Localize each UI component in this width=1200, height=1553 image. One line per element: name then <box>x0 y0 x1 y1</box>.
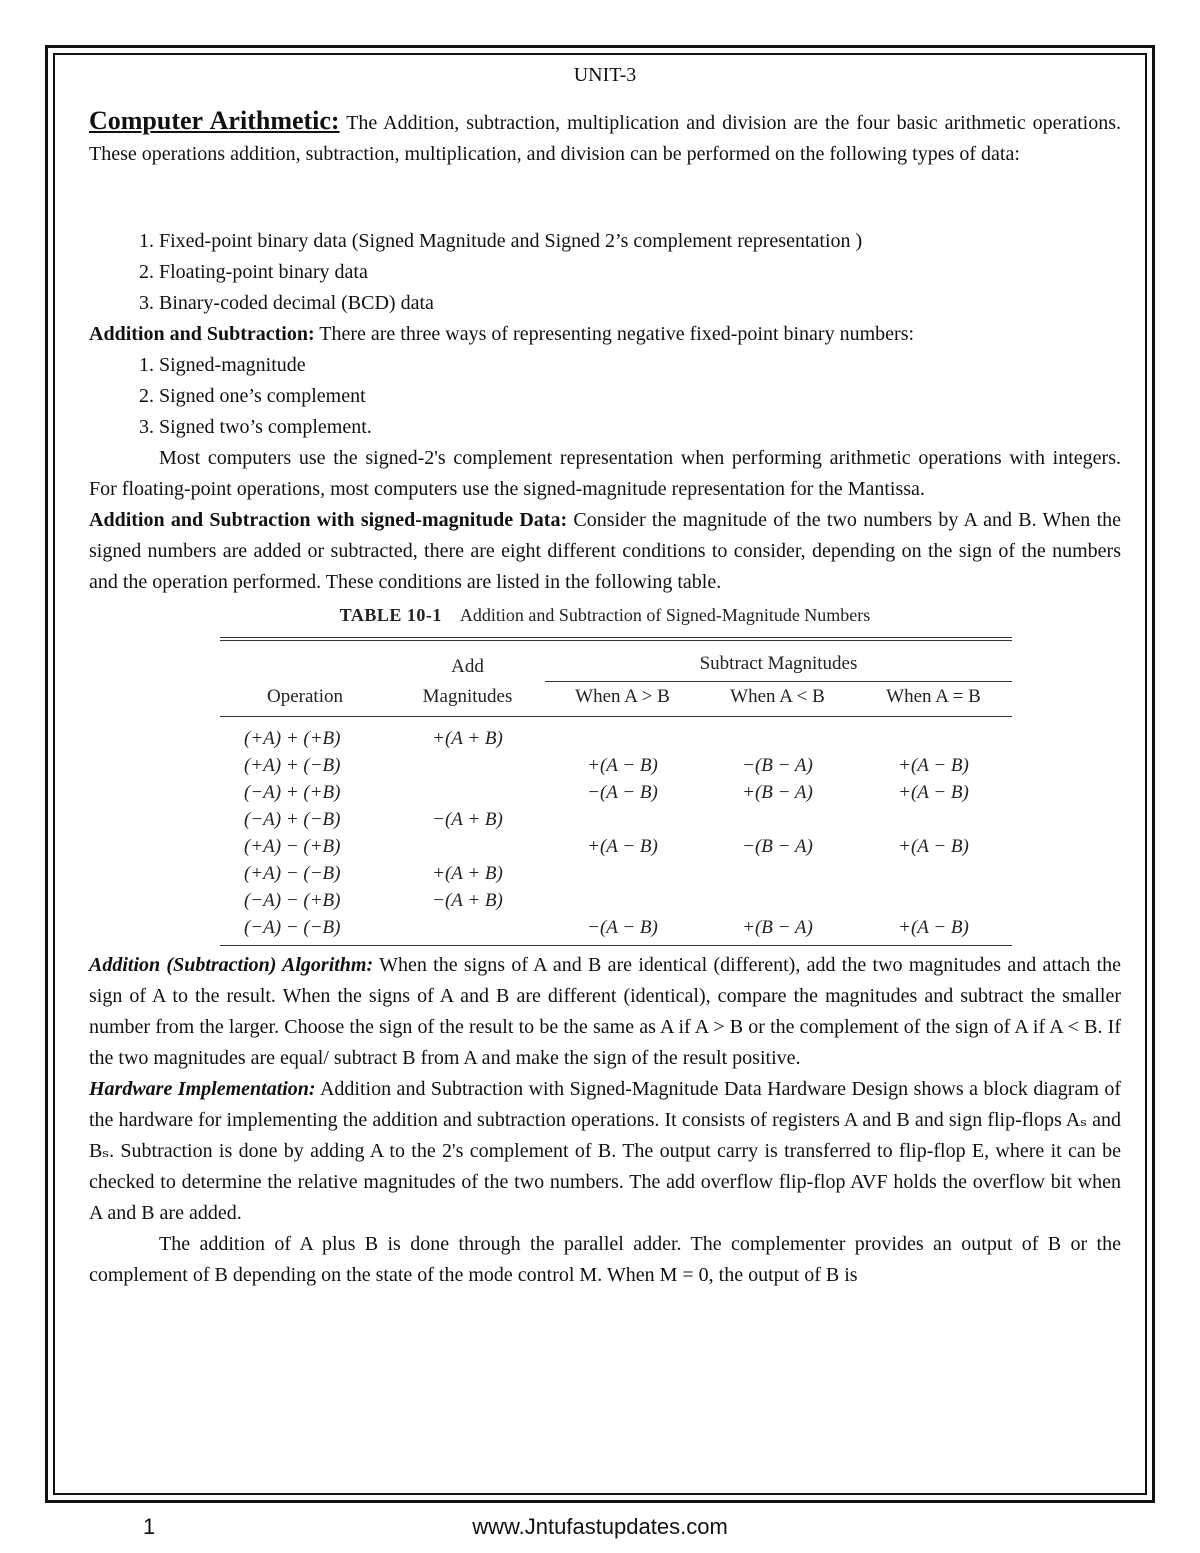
cell-eq <box>855 887 1012 914</box>
cell-add <box>390 833 545 860</box>
representations-list <box>89 350 1121 443</box>
cell-lt <box>700 806 855 833</box>
signed-magnitude-table <box>220 637 1012 946</box>
table-row <box>220 779 1012 806</box>
cell-add: −(A + B) <box>432 890 503 911</box>
header-when-eq: When A = B <box>855 682 1012 717</box>
table-row <box>220 717 1012 753</box>
cell-add: −(A + B) <box>432 809 503 830</box>
cell-add: +(A + B) <box>432 863 503 884</box>
cell-gt <box>545 887 700 914</box>
unit-title: UNIT-3 <box>573 64 637 86</box>
adder-paragraph: The addition of A plus B is done through the parallel adder. The complementer provides an output of B or the complement of B depending on the state of the mode control M. When M = 0, the output of B is <box>89 1233 1121 1286</box>
algorithm-paragraph <box>89 950 1121 1074</box>
cell-lt: −(B − A) <box>742 836 813 857</box>
cell-eq: +(A − B) <box>898 836 969 857</box>
cell-operation: (+A) − (+B) <box>244 836 341 857</box>
add-sub-paragraph <box>89 319 1121 350</box>
cell-lt <box>700 717 855 753</box>
list-item: 1. Fixed-point binary data (Signed Magnitude and Signed 2’s complement representation ) <box>159 226 1121 257</box>
page-footer <box>0 1514 1200 1544</box>
table-row <box>220 860 1012 887</box>
table-row <box>220 914 1012 946</box>
computers-paragraph: Most computers use the signed-2's complement representation when performing arithmetic operations with integers. For floating-point operations, most computers use the signed-magnitude representation for the Mantissa. <box>89 447 1121 500</box>
list-item: 3. Signed two’s complement. <box>159 412 1121 443</box>
cell-lt <box>700 887 855 914</box>
add-sub-text: There are three ways of representing negative fixed-point binary numbers: <box>314 323 915 345</box>
cell-operation: (+A) + (+B) <box>244 728 341 749</box>
section-heading-computer-arithmetic: Computer Arithmetic: <box>89 106 340 135</box>
footer-website-link[interactable]: www.Jntufastupdates.com <box>472 1514 728 1539</box>
page-number: 1 <box>143 1514 156 1539</box>
cell-eq: +(A − B) <box>898 755 969 776</box>
table-row <box>220 887 1012 914</box>
header-when-lt: When A < B <box>700 682 855 717</box>
hardware-paragraph <box>89 1074 1121 1229</box>
cell-lt <box>700 860 855 887</box>
cell-eq <box>855 717 1012 753</box>
cell-eq <box>855 806 1012 833</box>
cell-add <box>390 914 545 946</box>
list-item: 2. Floating-point binary data <box>159 257 1121 288</box>
table-row <box>220 833 1012 860</box>
list-item: 2. Signed one’s complement <box>159 381 1121 412</box>
cell-eq: +(A − B) <box>855 914 1012 946</box>
page-content <box>89 60 1121 1291</box>
hardware-label: Hardware Implementation: <box>89 1078 316 1100</box>
list-item: 3. Binary-coded decimal (BCD) data <box>159 288 1121 319</box>
cell-gt <box>545 806 700 833</box>
cell-eq: +(A − B) <box>898 782 969 803</box>
table-caption <box>89 600 1121 631</box>
intro-paragraph <box>89 105 1121 170</box>
cell-add <box>390 779 545 806</box>
signed-magnitude-label: Addition and Subtraction with signed-magnitude Data: <box>89 509 568 531</box>
cell-lt: −(B − A) <box>742 755 813 776</box>
table-row <box>220 752 1012 779</box>
cell-gt: +(A − B) <box>587 755 658 776</box>
algorithm-label: Addition (Subtraction) Algorithm: <box>89 954 374 976</box>
cell-operation: (+A) − (−B) <box>244 863 341 884</box>
header-when-gt: When A > B <box>545 682 700 717</box>
cell-add <box>390 752 545 779</box>
intro-text: The Addition, subtraction, multiplication and division are the four basic arithmetic operations. These operations addition, subtraction, multiplication, and division can be performed on the following types of data: <box>89 112 1121 165</box>
cell-gt <box>545 860 700 887</box>
header-subtract-magnitudes: Subtract Magnitudes <box>545 649 1012 682</box>
signed-magnitude-text: Consider the magnitude of the two numbers by A and B. When the signed numbers are added or subtracted, there are eight different conditions to consider, depending on the sign of the numbers and the operation performed. These conditions are listed in the following table. <box>89 509 1122 593</box>
cell-operation: (−A) − (−B) <box>220 914 390 946</box>
table-caption-text: Addition and Subtraction of Signed-Magnitude Numbers <box>459 605 871 625</box>
cell-gt <box>545 717 700 753</box>
header-add-line1: Add <box>451 655 484 677</box>
header-operation: Operation <box>220 649 390 717</box>
cell-operation: (+A) + (−B) <box>244 755 341 776</box>
cell-lt: +(B − A) <box>700 914 855 946</box>
cell-gt: +(A − B) <box>587 836 658 857</box>
cell-operation: (−A) + (−B) <box>244 809 341 830</box>
cell-gt: −(A − B) <box>545 914 700 946</box>
cell-gt: −(A − B) <box>587 782 658 803</box>
cell-eq <box>855 860 1012 887</box>
header-add-magnitudes: Magnitudes <box>390 682 545 717</box>
cell-add: +(A + B) <box>432 728 503 749</box>
signed-magnitude-paragraph <box>89 505 1121 598</box>
algorithm-text: When the signs of A and B are identical (different), add the two magnitudes and attach the sign of A to the result. When the signs of A and B are different (identical), compare the magnitudes and subtract the smaller number from the larger. Choose the sign of the result to be the same as A if A > B or the complement of the sign of A if A < B. If the two magnitudes are equal/ subtract B from A and make the sign of the result positive. <box>89 954 1121 1069</box>
table-caption-label: TABLE 10-1 <box>339 605 442 625</box>
hardware-text: Addition and Subtraction with Signed-Magnitude Data Hardware Design shows a block diagram of the hardware for implementing the addition and subtraction operations. It consists of registers A and B and sign flip-flops Aₛ and Bₛ. Subtraction is done by adding A to the 2's complement of B. The output carry is transferred to flip-flop E, where it can be checked to determine the relative magnitudes of the two numbers. The add overflow flip-flop AVF holds the overflow bit when A and B are added. <box>89 1078 1122 1224</box>
cell-lt: +(B − A) <box>742 782 813 803</box>
add-sub-label: Addition and Subtraction: <box>89 323 315 345</box>
cell-operation: (−A) + (+B) <box>244 782 341 803</box>
cell-operation: (−A) − (+B) <box>244 890 341 911</box>
data-types-list <box>89 226 1121 319</box>
table-row <box>220 806 1012 833</box>
list-item: 1. Signed-magnitude <box>159 350 1121 381</box>
